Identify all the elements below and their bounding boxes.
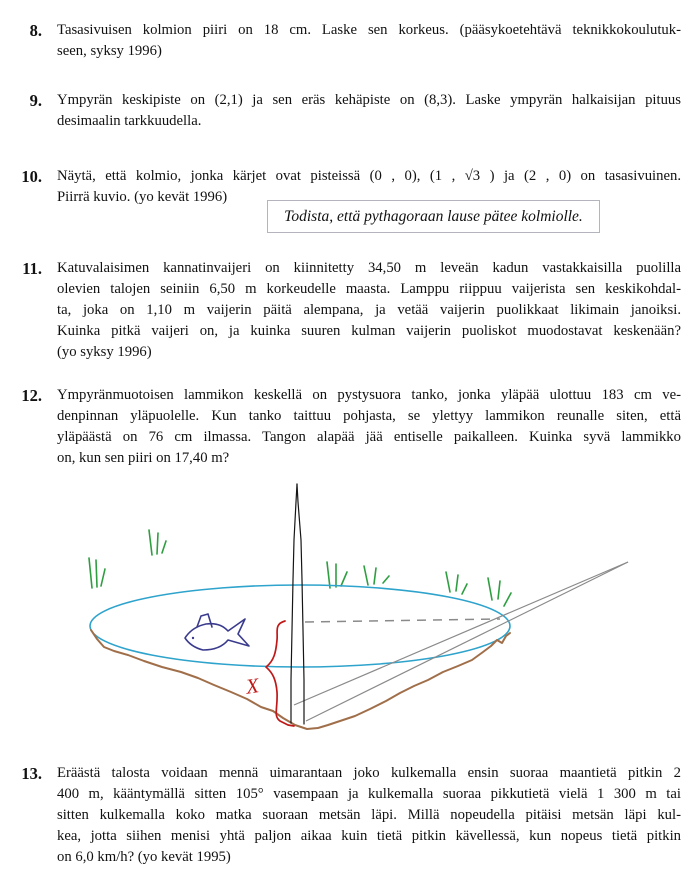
problem-9-number: 9. [29, 91, 42, 110]
grass-tuft [446, 572, 467, 594]
text-line: Kuinka pitkä vaijeri on, ja kuinka suuren kulman vaijerin puoliskot muodostavat keskenään? [57, 323, 681, 339]
grass-tuft [364, 566, 389, 585]
grass-tuft [89, 558, 105, 588]
problem-9-text [57, 90, 681, 132]
problem-8-number: 8. [29, 21, 42, 40]
text-line: Ympyränmuotoisen lammikon keskellä on pystysuora tanko, jonka yläpää ulottuu 183 cm ve- [57, 387, 681, 403]
text-line: 400 m, kääntymällä sitten 105° vasempaan ja kulkemalla suoraa pikkutietä vielä 1 300 m tai [57, 786, 681, 802]
pond-diagram [0, 480, 700, 760]
text-line: sitten kulkemalla koko matka suoraan metsän läpi. Millä nopeudella pitäisi metsän läpi kul- [57, 807, 681, 823]
problem-10-number: 10. [21, 167, 42, 186]
problem-12-text [57, 385, 681, 469]
text-line: Katuvalaisimen kannatinvaijeri on kiinnitetty 34,50 m leveän kadun vastakkaisilla puolilla [57, 260, 681, 276]
depth-label: X [244, 673, 261, 699]
text-line: (yo syksy 1996) [57, 344, 152, 360]
text-line: Näytä, että kolmio, jonka kärjet ovat pisteissä (0 , 0), (1 , √3 ) ja (2 , 0) on tasasivuinen. [57, 168, 681, 184]
text-line: kea, jotta siihen menisi yhtä paljon aikaa kuin tietä pitkin kävellessä, kun nopeus tietä pitkin [57, 828, 681, 844]
grass-tufts [89, 530, 511, 606]
text-line: on, kun sen piiri on 17,40 m? [57, 450, 230, 466]
text-line: Tasasivuisen kolmion piiri on 18 cm. Laske sen korkeus. (pääsykoetehtävä teknikkokoulutuk- [57, 22, 681, 38]
problem-8-text [57, 20, 681, 62]
pond-bottom [91, 630, 510, 729]
text-line: desimaalin tarkkuudella. [57, 113, 202, 129]
text-line: denpinnan yläpuolelle. Kun tanko taittuu pohjasta, se ylettyy lammikon reunalle siten, että [57, 408, 681, 424]
problem-12-number: 12. [21, 386, 42, 405]
grass-tuft [488, 578, 511, 606]
text-line: ta, joka on 1,10 m vaijerin päitä alempana, ja vetää vaijerin puolikkaat likimain janoiksi. [57, 302, 681, 318]
text-line: Piirrä kuvio. (yo kevät 1996) [57, 189, 228, 205]
fish-eye [192, 637, 194, 639]
note-text: Todista, että pythagoraan lause pätee kolmiolle. [284, 207, 583, 225]
problem-11-text [57, 258, 681, 363]
radius-dashed-line [305, 619, 500, 622]
problem-13-text [57, 763, 681, 868]
grass-tuft [149, 530, 166, 555]
problem-11-number: 11. [22, 259, 42, 278]
text-line: Ympyrän keskipiste on (2,1) ja sen eräs kehäpiste on (8,3). Laske ympyrän halkaisijan pituus [57, 92, 681, 108]
text-line: on 6,0 km/h? (yo kevät 1995) [57, 849, 231, 865]
fish [185, 614, 249, 650]
fish-body [185, 619, 249, 650]
text-line: seen, syksy 1996) [57, 43, 162, 59]
problem-13-number: 13. [21, 764, 42, 783]
text-line: olevien talojen seiniin 6,50 m korkeudelle maasta. Lamppu riippuu vaijerista sen keskikohdal- [57, 281, 681, 297]
text-line: Eräästä talosta voidaan mennä uimarantaan joko kulkemalla ensin suoraa maantietä pitkin 2 [57, 765, 681, 781]
handwritten-note-box [267, 200, 600, 233]
vertical-pole [291, 484, 304, 724]
grass-tuft [327, 562, 347, 588]
pond-water-surface [90, 585, 510, 667]
text-line: yläpäästä on 76 cm ilmassa. Tangon alapää jää entiselle paikalleen. Kuinka syvä lammikko [57, 429, 681, 445]
